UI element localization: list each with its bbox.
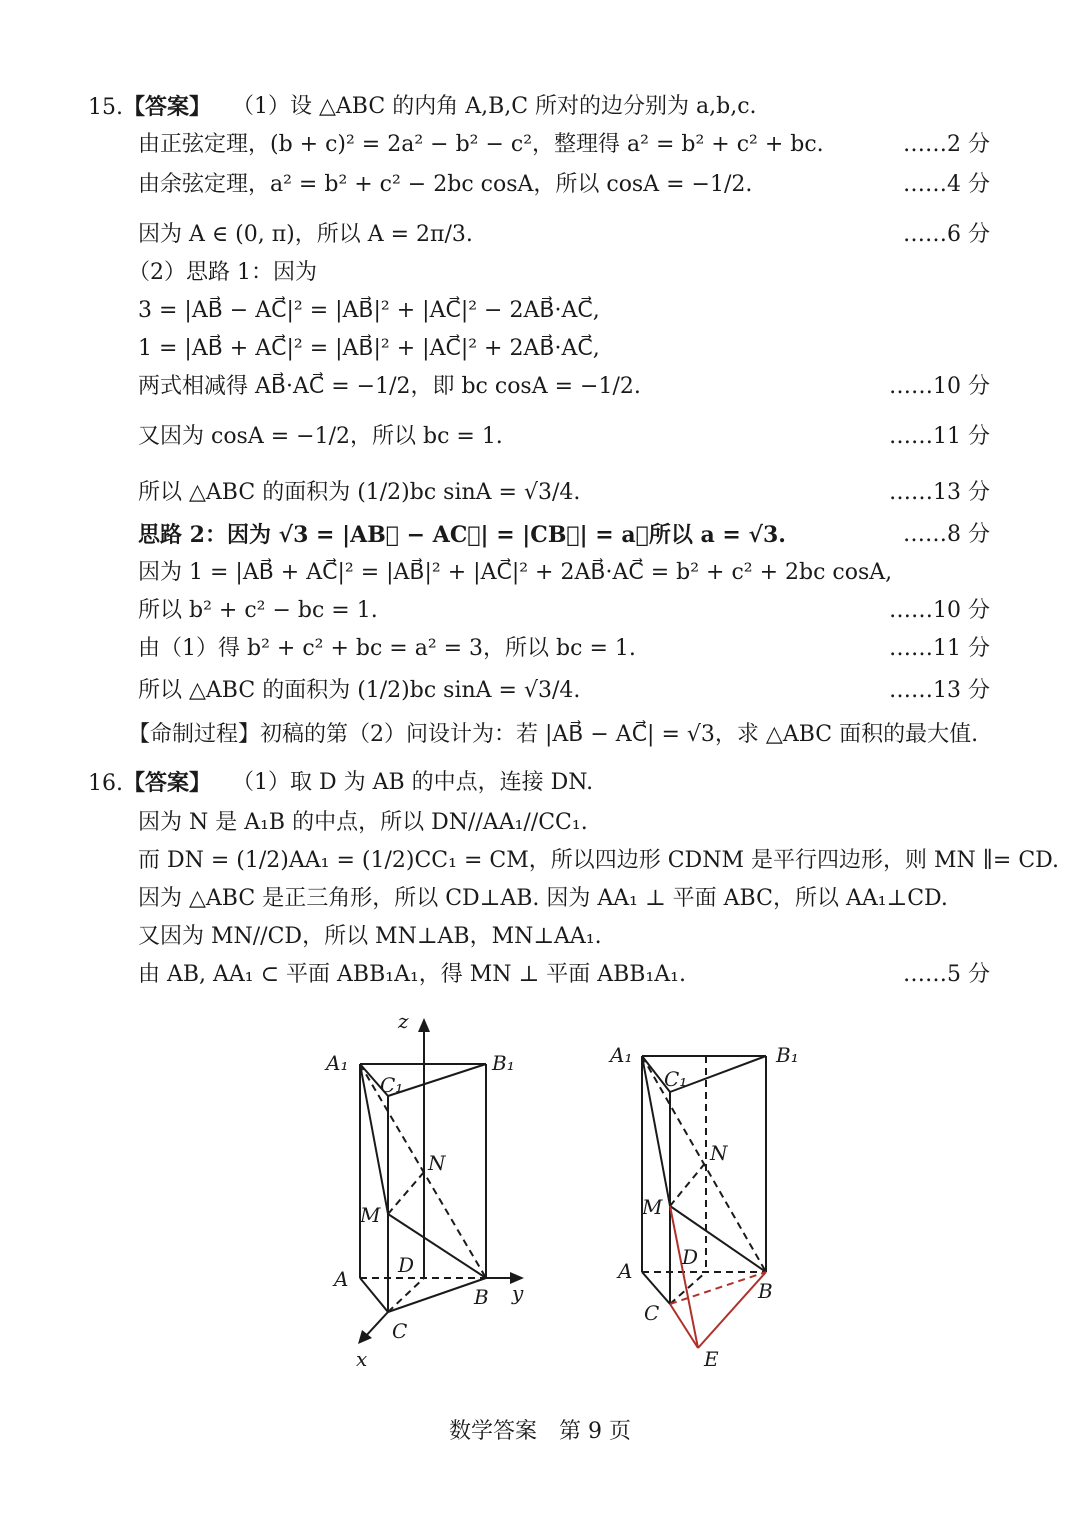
label-b1: B₁ — [492, 1051, 515, 1075]
q16-line-1: （1）取 D 为 AB 的中点，连接 DN. — [232, 770, 594, 795]
q15-line-9: 又因为 cosA = −1/2，所以 bc = 1. — [138, 424, 503, 449]
q15-line-12: 因为 1 = |AB⃗ + AC⃗|² = |AB⃗|² + |AC⃗|² + 2AB⃗·AC⃗ = b² + c² + 2bc cosA, — [138, 560, 893, 585]
q15-line-7: 1 = |AB⃗ + AC⃗|² = |AB⃗|² + |AC⃗|² + 2AB⃗·AC⃗, — [138, 336, 600, 361]
q15-score-8: ……10 分 — [889, 374, 990, 399]
label-a1: A₁ — [326, 1051, 349, 1075]
q15-line-6: 3 = |AB⃗ − AC⃗|² = |AB⃗|² + |AC⃗|² − 2AB⃗·AC⃗, — [138, 298, 600, 323]
label-z: z — [398, 1009, 409, 1033]
q15-score-3: ……4 分 — [903, 172, 990, 197]
label-r-c: C — [644, 1301, 660, 1325]
q15-line-4: 因为 A ∈ (0, π)，所以 A = 2π/3. — [138, 222, 473, 247]
q15-score-11: ……8 分 — [903, 522, 990, 547]
q15-score-14: ……11 分 — [889, 636, 990, 661]
label-r-a: A — [618, 1259, 633, 1283]
q15-score-4: ……6 分 — [903, 222, 990, 247]
q15-line-10: 所以 △ABC 的面积为 (1/2)bc sinA = √3/4. — [138, 480, 581, 505]
q15-design-note: 【命制过程】初稿的第（2）问设计为：若 |AB⃗ − AC⃗| = √3，求 △ABC 面积的最大值. — [128, 722, 979, 747]
q16-line-6: 由 AB, AA₁ ⊂ 平面 ABB₁A₁，得 MN ⊥ 平面 ABB₁A₁. — [138, 962, 686, 987]
q16-number: 16. — [88, 771, 123, 796]
prism-figures — [0, 1008, 1080, 1388]
label-x: x — [356, 1347, 368, 1371]
q15-score-15: ……13 分 — [889, 678, 990, 703]
page-footer: 数学答案 第 9 页 — [449, 1419, 631, 1444]
label-r-n: N — [710, 1141, 728, 1165]
label-c1: C₁ — [380, 1073, 404, 1097]
q15-score-13: ……10 分 — [889, 598, 990, 623]
q15-score-10: ……13 分 — [889, 480, 990, 505]
q15-line-13: 所以 b² + c² − bc = 1. — [138, 598, 378, 623]
q15-number: 15. — [88, 95, 123, 120]
label-r-b: B — [758, 1279, 773, 1303]
q16-line-3: 而 DN = (1/2)AA₁ = (1/2)CC₁ = CM，所以四边形 CDNM 是平行四边形，则 MN ∥= CD. — [138, 848, 1059, 873]
q15-line-15: 所以 △ABC 的面积为 (1/2)bc sinA = √3/4. — [138, 678, 581, 703]
label-r-e: E — [704, 1347, 719, 1371]
q15-score-9: ……11 分 — [889, 424, 990, 449]
label-c: C — [392, 1319, 408, 1343]
label-b: B — [474, 1285, 489, 1309]
q15-score-2: ……2 分 — [903, 132, 990, 157]
q15-line-11: 思路 2：因为 √3 = |AB⃗ − AC⃗| = |CB⃗| = a，所以 a = √3. — [138, 522, 786, 548]
label-d: D — [398, 1253, 415, 1277]
q16-line-4: 因为 △ABC 是正三角形，所以 CD⊥AB. 因为 AA₁ ⊥ 平面 ABC，所以 AA₁⊥CD. — [138, 886, 948, 911]
figure-right-labels — [608, 1043, 799, 1371]
q15-line-14: 由（1）得 b² + c² + bc = a² = 3，所以 bc = 1. — [138, 636, 636, 661]
label-n: N — [428, 1151, 446, 1175]
q15-answer-tag: 【答案】 — [123, 94, 212, 120]
label-r-a1: A₁ — [610, 1043, 633, 1067]
q15-line-8: 两式相减得 AB⃗·AC⃗ = −1/2，即 bc cosA = −1/2. — [138, 374, 641, 399]
q16-line-5: 又因为 MN//CD，所以 MN⊥AB，MN⊥AA₁. — [138, 924, 602, 949]
q16-number-tag — [88, 766, 211, 800]
q15-line-2: 由正弦定理，(b + c)² = 2a² − b² − c²，整理得 a² = b² + c² + bc. — [138, 132, 824, 157]
q15-line-3: 由余弦定理，a² = b² + c² − 2bc cosA，所以 cosA = −1/2. — [138, 172, 753, 197]
q16-score-6: ……5 分 — [903, 962, 990, 987]
figure-right-prism — [642, 1056, 766, 1304]
label-a: A — [334, 1267, 349, 1291]
q16-line-2: 因为 N 是 A₁B 的中点，所以 DN//AA₁//CC₁. — [138, 810, 588, 835]
label-r-c1: C₁ — [664, 1067, 688, 1091]
label-r-m: M — [642, 1195, 663, 1219]
label-r-b1: B₁ — [776, 1043, 799, 1067]
q15-number-tag — [88, 90, 211, 124]
figure-right-red-edges — [670, 1206, 766, 1348]
label-m: M — [360, 1203, 381, 1227]
label-y: y — [512, 1281, 524, 1305]
label-r-d: D — [682, 1245, 699, 1269]
q15-line-1: （1）设 △ABC 的内角 A,B,C 所对的边分别为 a,b,c. — [232, 94, 757, 119]
q15-line-5: （2）思路 1：因为 — [128, 260, 317, 285]
q16-answer-tag: 【答案】 — [123, 770, 212, 796]
